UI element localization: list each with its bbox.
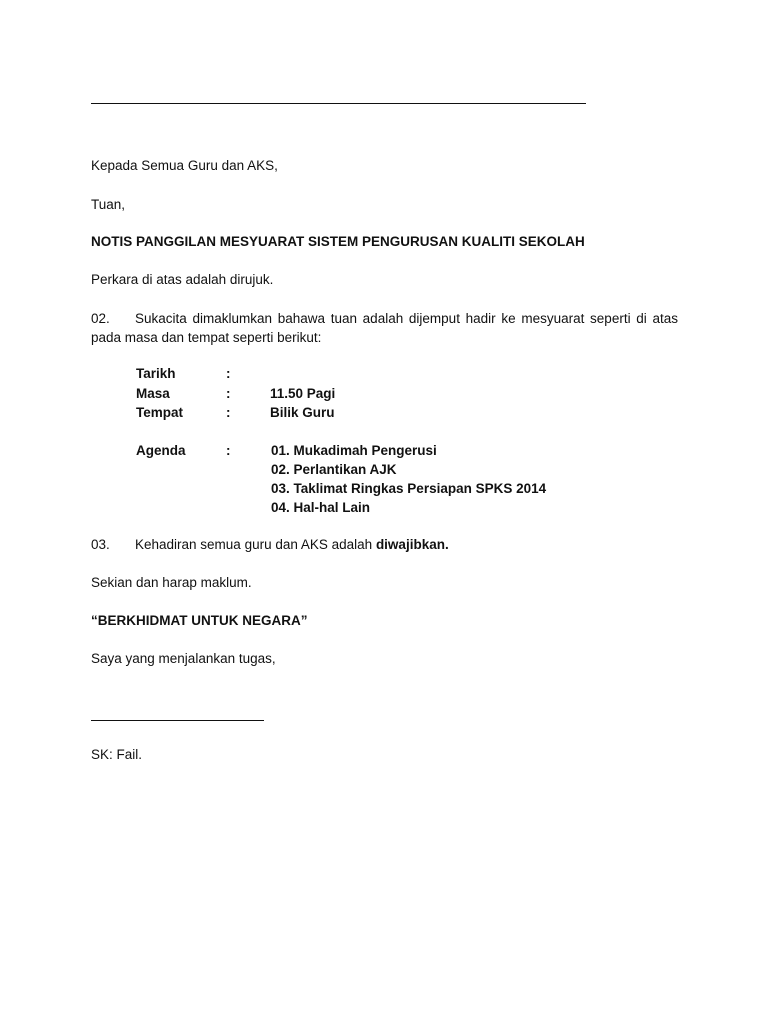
reference-line: Perkara di atas adalah dirujuk.: [91, 272, 274, 287]
paragraph-03-number: 03.: [91, 537, 110, 552]
paragraph-03-emphasis: diwajibkan.: [375, 537, 449, 552]
detail-time: [136, 385, 335, 403]
detail-time-label: Masa: [136, 386, 170, 401]
agenda-item: 03. Taklimat Ringkas Persiapan SPKS 2014: [271, 481, 547, 496]
paragraph-02-number: 02.: [91, 311, 110, 326]
detail-date-label: Tarikh: [136, 366, 176, 381]
detail-date-colon: :: [226, 366, 231, 381]
paragraph-02-text: Sukacita dimaklumkan bahawa tuan adalah dijemput hadir ke mesyuarat seperti di atas pada masa dan tempat seperti berikut:: [91, 311, 678, 345]
detail-date: [136, 365, 270, 383]
paragraph-02: [91, 309, 678, 347]
sign-off: Saya yang menjalankan tugas,: [91, 651, 276, 666]
paragraph-03: [91, 536, 449, 554]
carbon-copy: SK: Fail.: [91, 747, 143, 762]
detail-time-colon: :: [226, 386, 231, 401]
detail-time-value: 11.50 Pagi: [270, 386, 336, 401]
greeting: Tuan,: [91, 197, 126, 212]
closing-line: Sekian dan harap maklum.: [91, 575, 252, 590]
agenda-item: 04. Hal-hal Lain: [271, 500, 371, 515]
agenda-item: 01. Mukadimah Pengerusi: [271, 443, 437, 458]
detail-agenda-label: Agenda: [136, 443, 186, 458]
detail-place-value: Bilik Guru: [270, 405, 335, 420]
subject-heading: NOTIS PANGGILAN MESYUARAT SISTEM PENGURUSAN KUALITI SEKOLAH: [91, 234, 585, 249]
letterhead-rule: [91, 103, 586, 104]
paragraph-03-text: Kehadiran semua guru dan AKS adalah: [135, 537, 376, 552]
detail-agenda-colon: :: [226, 443, 231, 458]
salutation-to: Kepada Semua Guru dan AKS,: [91, 158, 278, 173]
detail-place-label: Tempat: [136, 405, 184, 420]
signature-line: [91, 720, 264, 721]
detail-agenda: [136, 442, 270, 460]
detail-place: [136, 404, 335, 422]
agenda-item: 02. Perlantikan AJK: [271, 462, 397, 477]
motto: “BERKHIDMAT UNTUK NEGARA”: [91, 613, 308, 628]
detail-place-colon: :: [226, 405, 231, 420]
